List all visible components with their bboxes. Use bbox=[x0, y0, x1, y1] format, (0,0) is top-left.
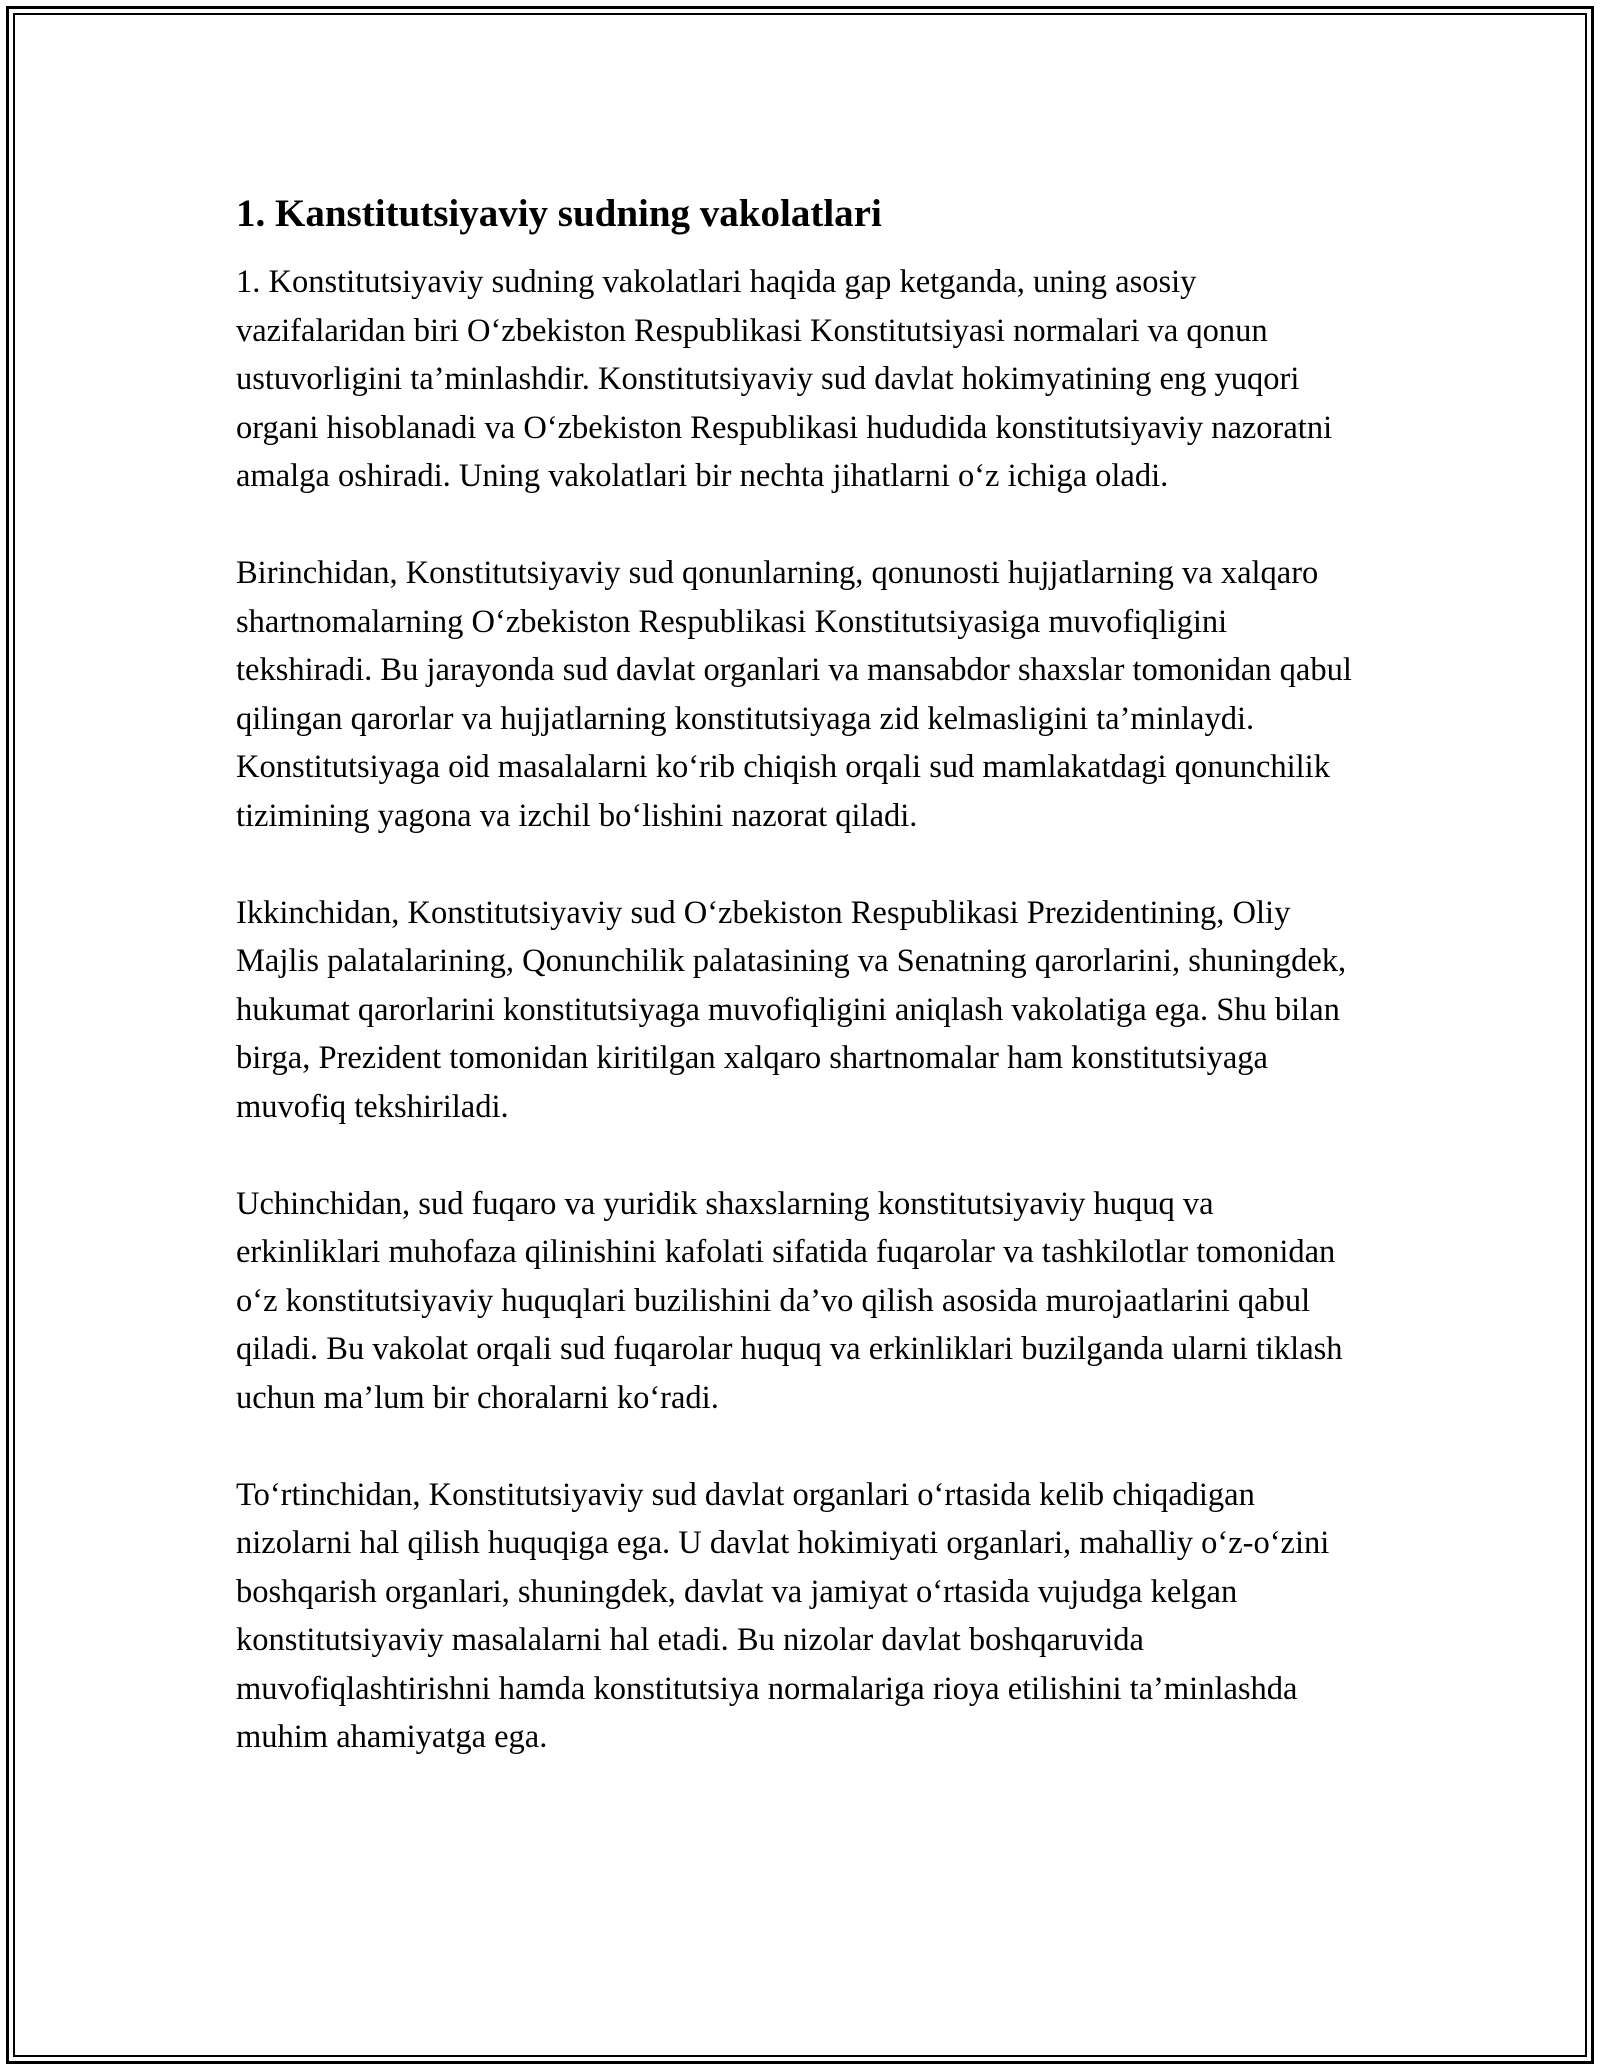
paragraph-first: Birinchidan, Konstitutsiyaviy sud qonunlarning, qonunosti hujjatlarning va xalqaro shartnomalarning O‘zbekiston Respublikasi Konstitutsiyasiga muvofiqligini tekshiradi. Bu jarayonda sud davlat organlari va mansabdor shaxslar tomonidan qabul qilingan qarorlar va hujjatlarning konstitutsiyaga zid kelmasligini ta’minlaydi. Konstitutsiyaga oid masalalarni ko‘rib chiqish orqali sud mamlakatdagi qonunchilik tizimining yagona va izchil bo‘lishini nazorat qiladi. bbox=[236, 555, 1352, 834]
paragraph-third: Uchinchidan, sud fuqaro va yuridik shaxslarning konstitutsiyaviy huquq va erkinliklari muhofaza qilinishini kafolati sifatida fuqarolar va tashkilotlar tomonidan o‘z konstitutsiyaviy huquqlari buzilishini da’vo qilish asosida murojaatlarini qabul qiladi. Bu vakolat orqali sud fuqarolar huquq va erkinliklari buzilganda ularni tiklash uchun ma’lum bir choralarni ko‘radi. bbox=[236, 1185, 1343, 1416]
paragraph-second: Ikkinchidan, Konstitutsiyaviy sud O‘zbekiston Respublikasi Prezidentining, Oliy Majlis palatalarining, Qonunchilik palatasining va Senatning qarorlarini, shuningdek, hukumat qarorlarini konstitutsiyaga muvofiqligini aniqlash vakolatiga ega. Shu bilan birga, Prezident tomonidan kiritilgan xalqaro shartnomalar ham konstitutsiyaga muvofiq tekshiriladi. bbox=[236, 894, 1347, 1125]
paragraph-intro: 1. Konstitutsiyaviy sudning vakolatlari haqida gap ketganda, uning asosiy vazifalaridan biri O‘zbekiston Respublikasi Konstitutsiyasi normalari va qonun ustuvorligini ta’minlashdir. Konstitutsiyaviy sud davlat hokimyatining eng yuqori organi hisoblanadi va O‘zbekiston Respublikasi hududida konstitutsiyaviy nazoratni amalga oshiradi. Uning vakolatlari bir nechta jihatlarni o‘z ichiga oladi. bbox=[236, 264, 1333, 494]
document-heading: 1. Kanstitutsiyaviy sudning vakolatlari bbox=[236, 192, 882, 235]
document-body bbox=[236, 188, 1366, 1810]
paragraph-fourth: To‘rtinchidan, Konstitutsiyaviy sud davlat organlari o‘rtasida kelib chiqadigan nizolarni hal qilish huquqiga ega. U davlat hokimiyati organlari, mahalliy o‘z-o‘zini boshqarish organlari, shuningdek, davlat va jamiyat o‘rtasida vujudga kelgan konstitutsiyaviy masalalarni hal etadi. Bu nizolar davlat boshqaruvida muvofiqlashtirishni hamda konstitutsiya normalariga rioya etilishini ta’minlashda muhim ahamiyatga ega. bbox=[236, 1476, 1330, 1755]
